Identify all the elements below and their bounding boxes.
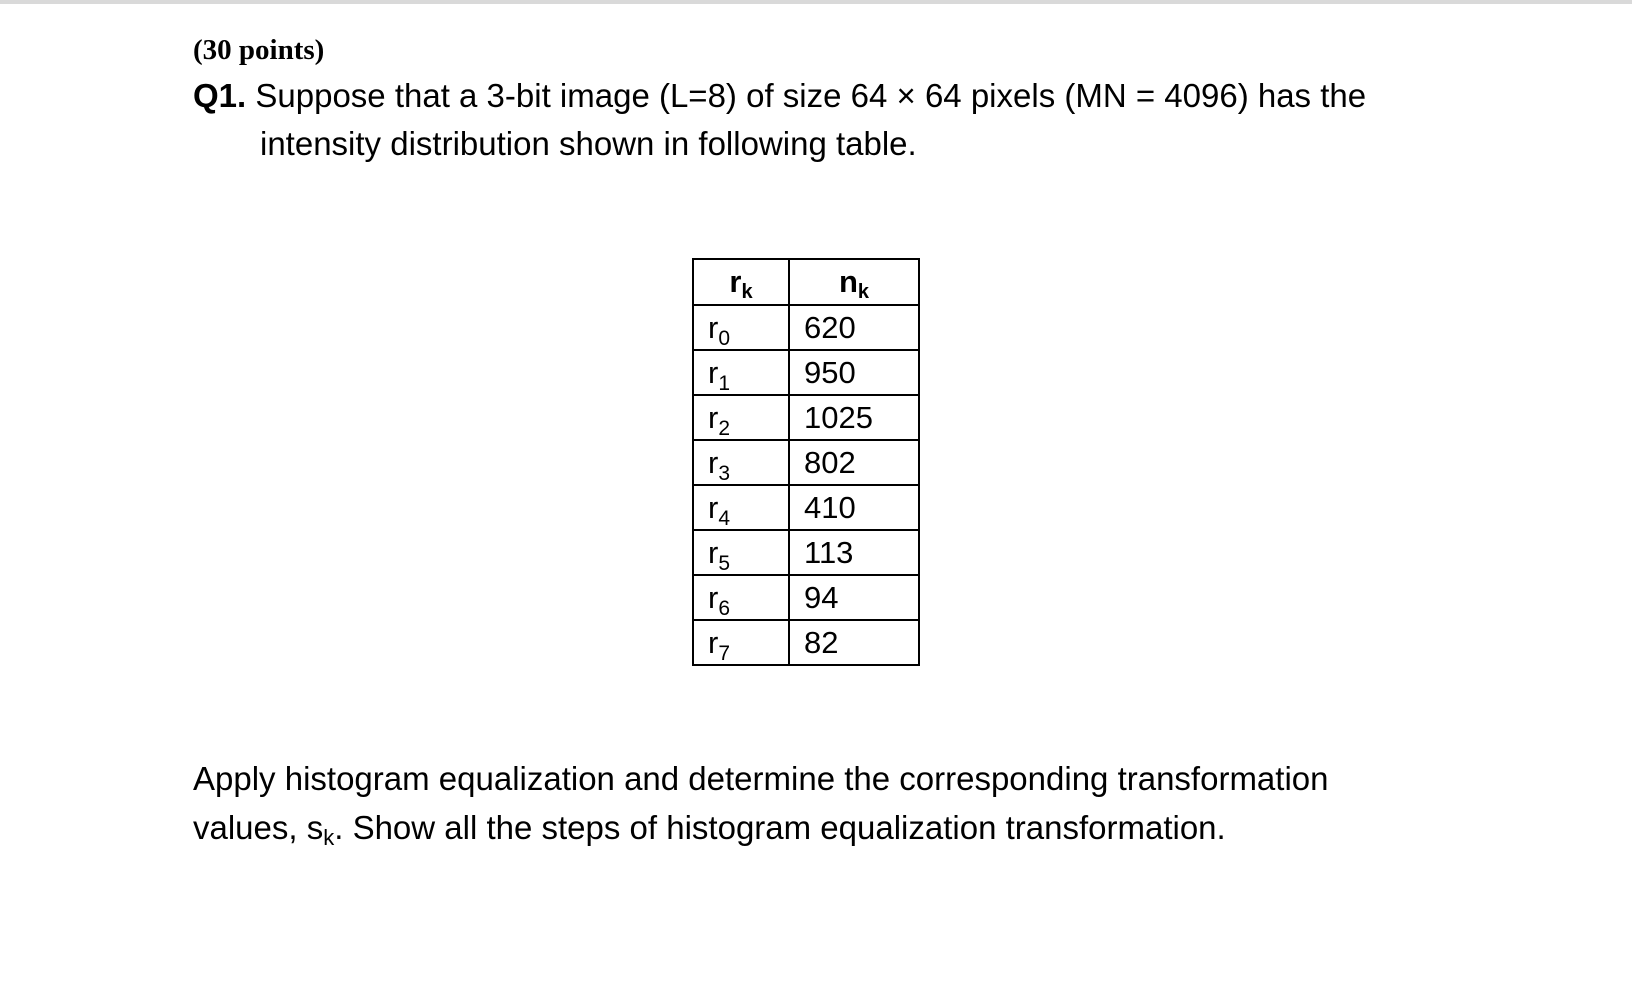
table-row [693,620,919,665]
pixel-count-cell: 802 [789,440,919,485]
table-row [693,440,919,485]
intensity-level-cell: $r_6$ [693,575,789,620]
pixel-count-cell: 94 [789,575,919,620]
question-line-2: intensity distribution shown in following table. [260,125,917,162]
table-row [693,530,919,575]
points-label: (30 points) [193,34,325,66]
intensity-level-cell: $r_3$ [693,440,789,485]
table-row [693,575,919,620]
instruction-subscript: k [323,825,335,850]
intensity-level-cell: $r_2$ [693,395,789,440]
intensity-level-cell: $r_0$ [693,305,789,350]
table-row [693,395,919,440]
intensity-level-cell: $r_1$ [693,350,789,395]
top-rule [0,0,1632,4]
table-header-row [693,259,919,305]
intensity-level-cell: $r_5$ [693,530,789,575]
header-rk: rk [693,259,789,305]
instruction-line-2-end: . Show all the steps of histogram equalization transformation. [334,809,1226,846]
intensity-distribution-table [692,258,920,666]
pixel-count-cell: 410 [789,485,919,530]
pixel-count-cell: 1025 [789,395,919,440]
instruction-line-2-start: values, s [193,809,324,846]
table-row [693,305,919,350]
pixel-count-cell: 950 [789,350,919,395]
instruction-line-1: Apply histogram equalization and determine the corresponding transformation [193,760,1329,797]
question-text [193,72,1453,168]
table-row [693,350,919,395]
pixel-count-cell: 82 [789,620,919,665]
instruction-text [193,754,1453,856]
question-number: Q1. [193,77,247,114]
intensity-level-cell: $r_4$ [693,485,789,530]
table-row [693,485,919,530]
pixel-count-cell: 113 [789,530,919,575]
header-nk: nk [789,259,919,305]
pixel-count-cell: 620 [789,305,919,350]
intensity-level-cell: $r_7$ [693,620,789,665]
question-line-1: Suppose that a 3-bit image (L=8) of size 64 × 64 pixels (MN = 4096) has the [255,77,1367,114]
